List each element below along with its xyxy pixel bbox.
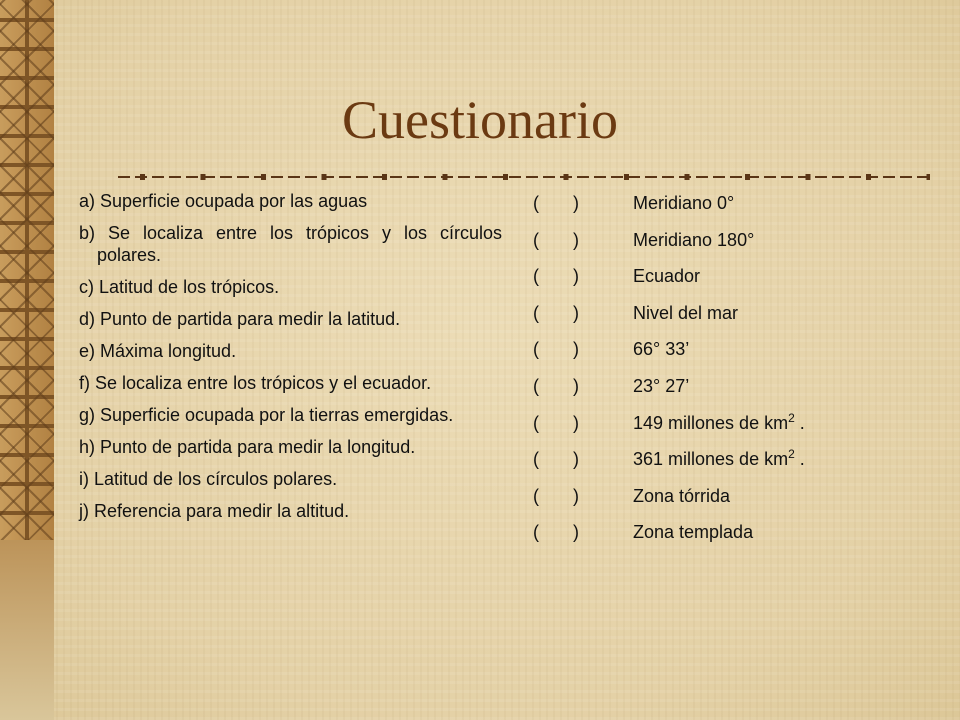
answer-label — [633, 265, 700, 287]
answer-row — [533, 192, 933, 229]
answer-blank-close: ) — [573, 485, 579, 506]
answer-blank-close: ) — [573, 229, 579, 250]
answer-text: Zona templada — [633, 522, 754, 543]
questions-list — [79, 190, 502, 532]
answer-text: Nivel del mar — [633, 302, 739, 323]
answers-list — [533, 192, 933, 558]
answer-text: 361 millones de km — [633, 449, 789, 470]
answer-blank-open: ( — [533, 485, 539, 506]
answer-blank-close: ) — [573, 266, 579, 287]
question-item: h) Punto de partida para medir la longitud. — [79, 437, 416, 457]
answer-text: Ecuador — [633, 266, 701, 287]
decorative-fade — [0, 540, 54, 720]
answer-text: 149 millones de km — [633, 412, 789, 433]
divider-dot — [382, 174, 387, 180]
answer-suffix: . — [794, 449, 805, 470]
answer-label — [633, 192, 734, 214]
answer-blank-open: ( — [533, 193, 539, 213]
question-item: a) Superficie ocupada por las aguas — [79, 191, 368, 211]
question-item: g) Superficie ocupada por la tierras emergidas. — [79, 405, 454, 425]
divider-dot — [322, 174, 327, 180]
answer-blank-open: ( — [533, 449, 539, 470]
divider-dot — [745, 174, 750, 180]
answer-row — [533, 302, 933, 339]
question-item: j) Referencia para medir la altitud. — [79, 501, 350, 521]
answer-suffix: . — [794, 412, 805, 433]
divider-dot — [140, 174, 145, 180]
divider-dot — [443, 174, 448, 180]
answer-row — [533, 375, 933, 412]
answer-text: Meridiano 180° — [633, 229, 755, 250]
title-divider — [118, 170, 930, 184]
answer-blank-open: ( — [533, 339, 539, 360]
answer-text: Zona tórrida — [633, 485, 731, 506]
divider-dot — [685, 174, 690, 180]
answer-blank-close: ) — [573, 522, 579, 543]
slide-title: Cuestionario — [342, 90, 618, 150]
question-item: c) Latitud de los trópicos. — [79, 277, 280, 297]
answer-blank-open: ( — [533, 302, 539, 323]
answer-text: 66° 33’ — [633, 339, 690, 360]
answer-label — [633, 521, 753, 543]
answer-blank-close: ) — [573, 339, 579, 360]
answer-blank-close: ) — [573, 375, 579, 396]
question-item: e) Máxima longitud. — [79, 341, 237, 361]
answer-row — [533, 412, 933, 449]
answer-blank-close: ) — [573, 193, 579, 213]
answer-text: Meridiano 0° — [633, 193, 735, 213]
answer-label — [633, 485, 730, 507]
divider-dot — [261, 174, 266, 180]
answer-blank-open: ( — [533, 266, 539, 287]
answer-row — [533, 485, 933, 522]
answer-label — [633, 412, 805, 434]
answer-blank-close: ) — [573, 302, 579, 323]
answer-label — [633, 229, 754, 251]
answer-label — [633, 375, 689, 397]
superscript: 2 — [788, 410, 795, 425]
answer-blank-open: ( — [533, 229, 539, 250]
question-item: d) Punto de partida para medir la latitud. — [79, 309, 401, 329]
question-item: f) Se localiza entre los trópicos y el ecuador. — [79, 373, 432, 393]
superscript: 2 — [788, 447, 795, 462]
answer-row — [533, 229, 933, 266]
answer-blank-close: ) — [573, 449, 579, 470]
answer-label — [633, 302, 738, 324]
answer-label — [633, 338, 689, 360]
divider-dot — [866, 174, 871, 180]
answer-row — [533, 521, 933, 558]
divider-dot — [503, 174, 508, 180]
divider-dot — [201, 174, 206, 180]
answer-label — [633, 448, 805, 470]
decorative-lattice — [0, 0, 54, 540]
answer-row — [533, 338, 933, 375]
answer-text: 23° 27’ — [633, 375, 690, 396]
divider-dot — [927, 174, 931, 180]
answer-blank-open: ( — [533, 375, 539, 396]
answer-blank-open: ( — [533, 412, 539, 433]
answer-row — [533, 265, 933, 302]
answer-blank-close: ) — [573, 412, 579, 433]
divider-dot — [806, 174, 811, 180]
question-item: i) Latitud de los círculos polares. — [79, 469, 338, 489]
answer-blank-open: ( — [533, 522, 539, 543]
divider-dot — [624, 174, 629, 180]
divider-dot — [564, 174, 569, 180]
answer-row — [533, 448, 933, 485]
question-item: b) Se localiza entre los trópicos y los círculos polares. — [79, 223, 502, 265]
